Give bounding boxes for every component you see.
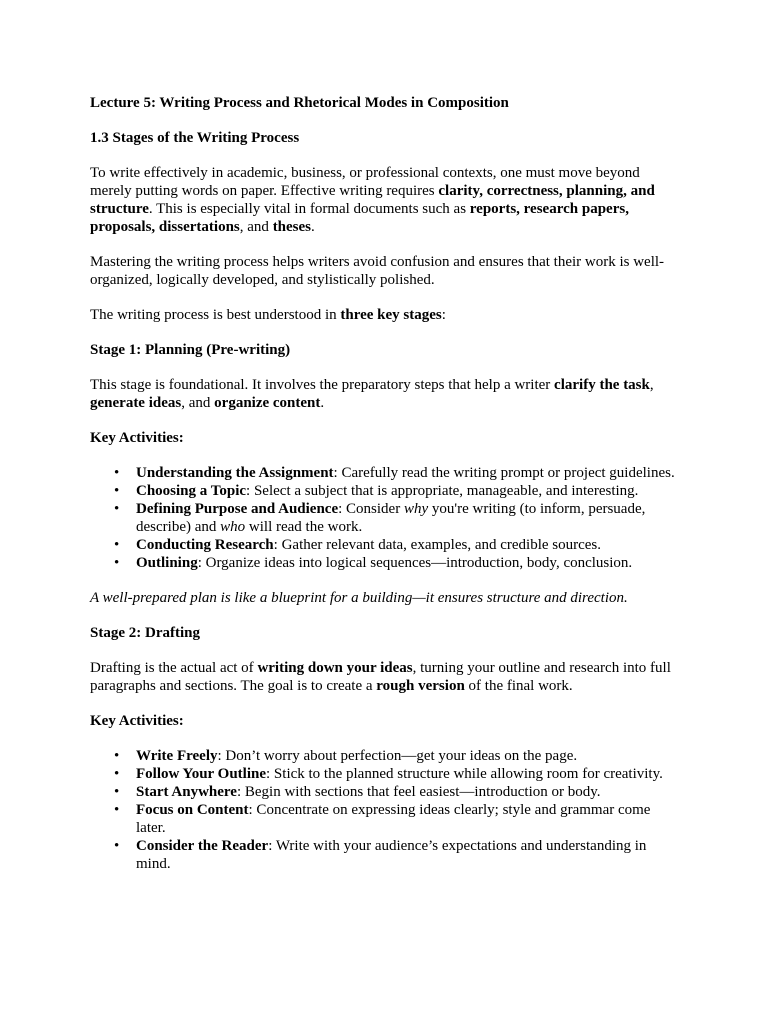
stage2-heading: Stage 2: Drafting	[90, 625, 200, 641]
stage1-quote	[90, 589, 682, 607]
intro-paragraph	[90, 164, 682, 236]
list-item	[136, 536, 682, 554]
stage1-desc-bold-2: generate ideas	[90, 395, 182, 411]
activity-term: Start Anywhere	[136, 784, 237, 800]
list-item	[136, 500, 682, 536]
activity-term: Understanding the Assignment	[136, 465, 334, 481]
stage1-description	[90, 376, 682, 412]
document-content	[90, 94, 682, 873]
stage1-desc-text-1: This stage is foundational. It involves the preparatory steps that help a writer	[90, 377, 555, 393]
intro-text-1: To write effectively in academic, business, or professional contexts, one must move beyond merely putting words on paper. Effective writing requires	[90, 165, 640, 199]
stage1-desc-text-2: ,	[649, 377, 654, 393]
stage2-activities-heading: Key Activities:	[90, 713, 184, 729]
stages-intro-paragraph	[90, 306, 682, 324]
activity-text: : Begin with sections that feel easiest—introduction or body.	[236, 784, 601, 800]
activity-text: : Stick to the planned structure while allowing room for creativity.	[266, 766, 663, 782]
lecture-title: Lecture 5: Writing Process and Rhetorical Modes in Composition	[90, 95, 509, 111]
stage2-desc-text-3: of the final work.	[464, 678, 573, 694]
activity-text: : Carefully read the writing prompt or project guidelines.	[333, 465, 675, 481]
list-item	[136, 482, 682, 500]
intro-bold-1: clarity, correctness, planning, and structure	[90, 183, 655, 217]
activity-text: : Gather relevant data, examples, and credible sources.	[273, 537, 602, 553]
stages-intro-text-1: The writing process is best understood in	[90, 307, 341, 323]
stage2-activities-list	[90, 747, 682, 873]
intro-text-4: .	[311, 219, 315, 235]
activity-term: Follow Your Outline	[136, 766, 267, 782]
activity-term: Conducting Research	[136, 537, 274, 553]
activity-term: Defining Purpose and Audience	[136, 501, 339, 517]
stage1-desc-bold-1: clarify the task	[554, 377, 650, 393]
intro-text-2: . This is especially vital in formal documents such as	[148, 201, 470, 217]
stage2-desc-text-1: Drafting is the actual act of	[90, 660, 258, 676]
list-item	[136, 783, 682, 801]
activity-text: : Write with your audience’s expectations and understanding in mind.	[136, 838, 647, 872]
activity-term: Write Freely	[136, 748, 218, 764]
stages-intro-text-2: :	[441, 307, 446, 323]
stage1-desc-text-4: .	[320, 395, 325, 411]
activity-text: : Concentrate on expressing ideas clearly; style and grammar come later.	[136, 802, 651, 836]
activity-text: you're writing (to inform, persuade, describe) and	[136, 501, 646, 535]
activity-italic: why	[403, 501, 429, 517]
activity-term: Consider the Reader	[136, 838, 269, 854]
activity-term: Focus on Content	[136, 802, 249, 818]
stage1-quote-text: A well-prepared plan is like a blueprint for a building—it ensures structure and direction.	[90, 590, 628, 606]
list-item	[136, 765, 682, 783]
activity-text: : Don’t worry about perfection—get your ideas on the page.	[217, 748, 578, 764]
list-item	[136, 837, 682, 873]
activity-text: : Organize ideas into logical sequences—introduction, body, conclusion.	[197, 555, 633, 571]
activity-term: Choosing a Topic	[136, 483, 247, 499]
stage1-desc-bold-3: organize content	[214, 395, 321, 411]
list-item	[136, 747, 682, 765]
activity-text: : Consider	[338, 501, 404, 517]
list-item	[136, 554, 682, 572]
stage2-description	[90, 659, 682, 695]
intro-bold-3: theses	[272, 219, 312, 235]
intro-text-3: , and	[239, 219, 273, 235]
section-heading: 1.3 Stages of the Writing Process	[90, 130, 300, 146]
mastering-paragraph: Mastering the writing process helps writers avoid confusion and ensures that their work is well-organized, logically developed, and stylistically polished.	[90, 254, 665, 288]
list-item	[136, 801, 682, 837]
list-item	[136, 464, 682, 482]
activity-italic: who	[220, 519, 246, 535]
stage1-activities-heading: Key Activities:	[90, 430, 184, 446]
stages-intro-bold: three key stages	[340, 307, 442, 323]
stage2-desc-bold-2: rough version	[376, 678, 465, 694]
intro-bold-2: reports, research papers, proposals, dissertations	[90, 201, 629, 235]
stage2-desc-bold-1: writing down your ideas	[257, 660, 413, 676]
stage1-desc-text-3: , and	[181, 395, 215, 411]
activity-text: : Select a subject that is appropriate, manageable, and interesting.	[246, 483, 639, 499]
stage1-heading: Stage 1: Planning (Pre-writing)	[90, 342, 291, 358]
stage2-desc-text-2: , turning your outline and research into full paragraphs and sections. The goal is to create a	[90, 660, 671, 694]
activity-term: Outlining	[136, 555, 198, 571]
stage1-activities-list	[90, 464, 682, 572]
activity-text: will read the work.	[245, 519, 363, 535]
